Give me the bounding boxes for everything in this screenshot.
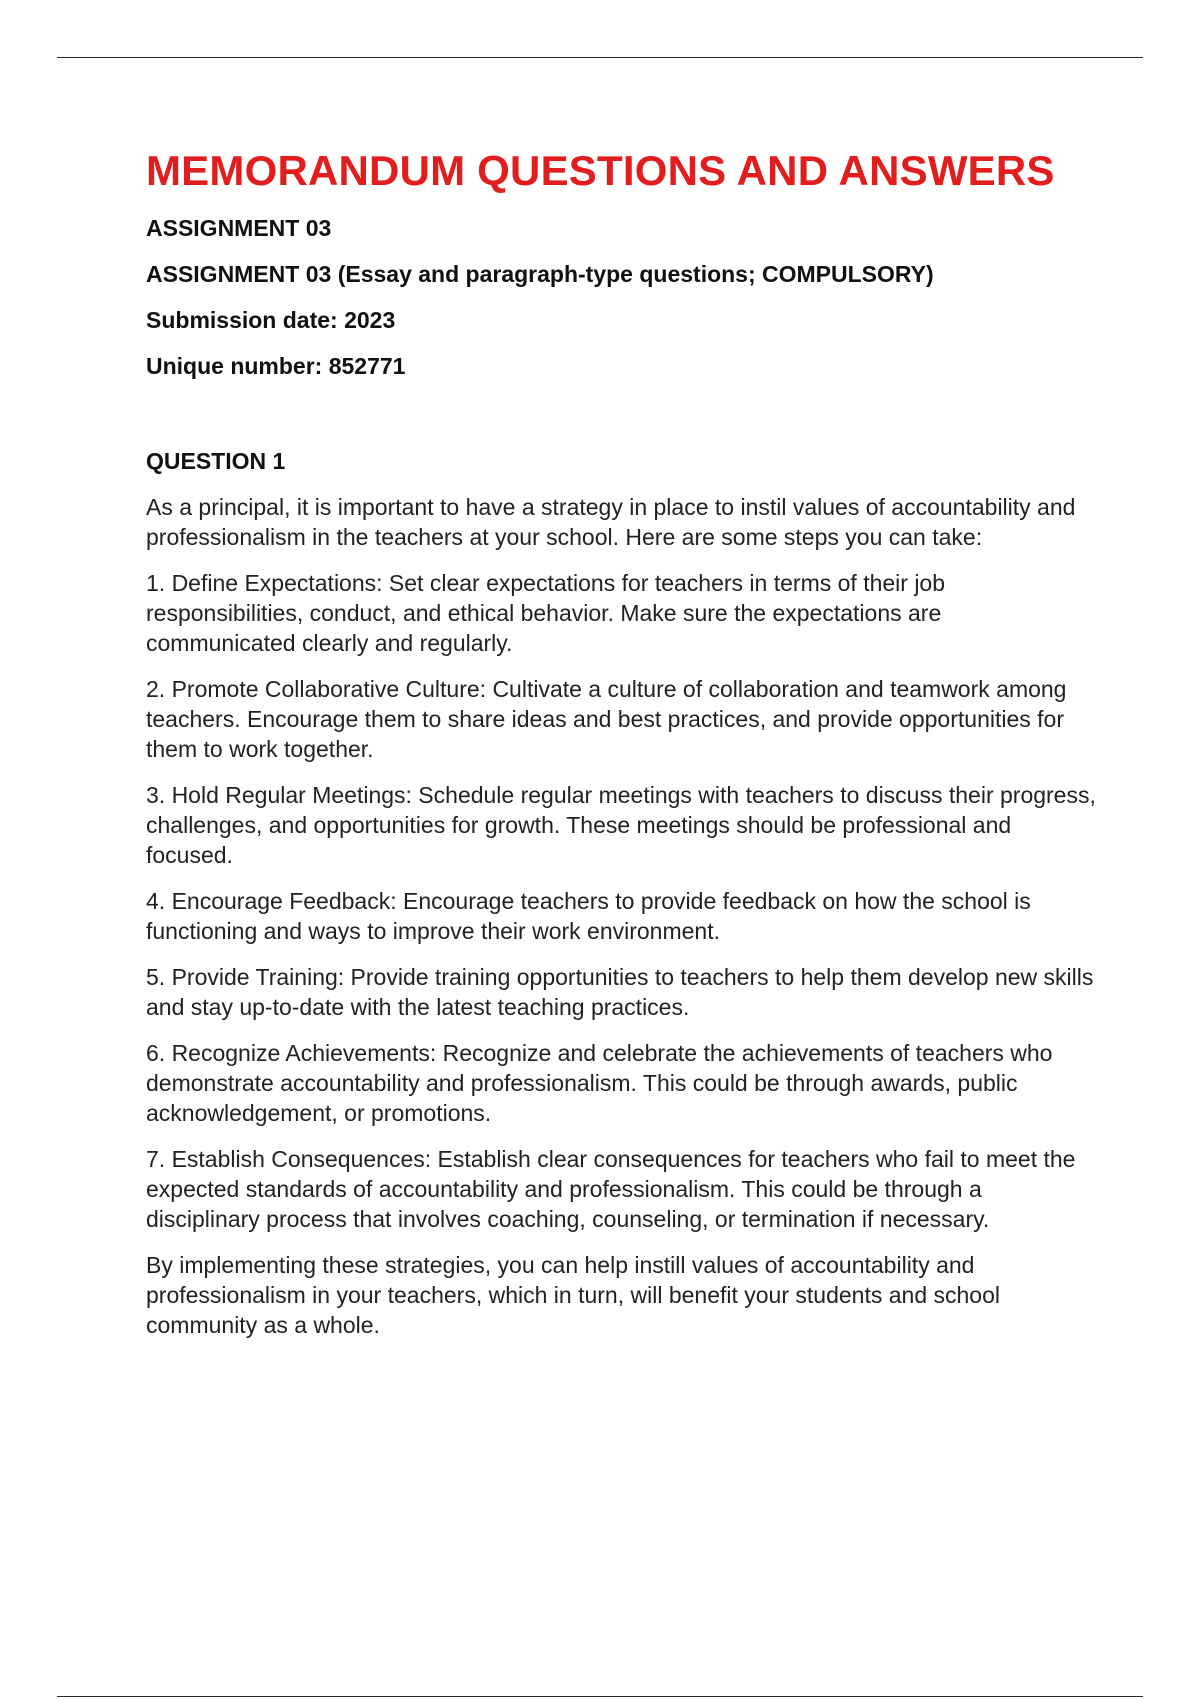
step-paragraph: 7. Establish Consequences: Establish clear consequences for teachers who fail to meet the expected standards of accountability and professionalism. This could be through a disciplinary process that involves coaching, counseling, or termination if necessary.	[146, 1146, 1076, 1232]
top-rule	[57, 57, 1143, 58]
step-paragraph: 4. Encourage Feedback: Encourage teachers to provide feedback on how the school is functioning and ways to improve their work environment.	[146, 888, 1031, 944]
document-page	[146, 142, 1096, 1356]
assignment-detail: ASSIGNMENT 03 (Essay and paragraph-type questions; COMPULSORY)	[146, 261, 934, 287]
step-paragraph: 5. Provide Training: Provide training opportunities to teachers to help them develop new skills and stay up-to-date with the latest teaching practices.	[146, 964, 1094, 1020]
intro-paragraph: As a principal, it is important to have a strategy in place to instil values of accountability and professionalism in the teachers at your school. Here are some steps you can take:	[146, 494, 1076, 550]
submission-date: Submission date: 2023	[146, 307, 396, 333]
document-title: MEMORANDUM QUESTIONS AND ANSWERS	[146, 147, 1055, 194]
assignment-label: ASSIGNMENT 03	[146, 215, 332, 241]
question-heading: QUESTION 1	[146, 448, 286, 474]
conclusion-paragraph: By implementing these strategies, you can help instill values of accountability and professionalism in your teachers, which in turn, will benefit your students and school community as a whole.	[146, 1252, 1000, 1338]
step-paragraph: 2. Promote Collaborative Culture: Cultivate a culture of collaboration and teamwork among teachers. Encourage them to share ideas and best practices, and provide opportunities for them to work together.	[146, 676, 1067, 762]
step-paragraph: 1. Define Expectations: Set clear expectations for teachers in terms of their job responsibilities, conduct, and ethical behavior. Make sure the expectations are communicated clearly and regularly.	[146, 570, 946, 656]
bottom-rule	[57, 1696, 1143, 1697]
step-paragraph: 3. Hold Regular Meetings: Schedule regular meetings with teachers to discuss their progress, challenges, and opportunities for growth. These meetings should be professional and focused.	[146, 782, 1096, 868]
step-paragraph: 6. Recognize Achievements: Recognize and celebrate the achievements of teachers who demonstrate accountability and professionalism. This could be through awards, public acknowledgement, or promotions.	[146, 1040, 1053, 1126]
unique-number: Unique number: 852771	[146, 353, 406, 379]
